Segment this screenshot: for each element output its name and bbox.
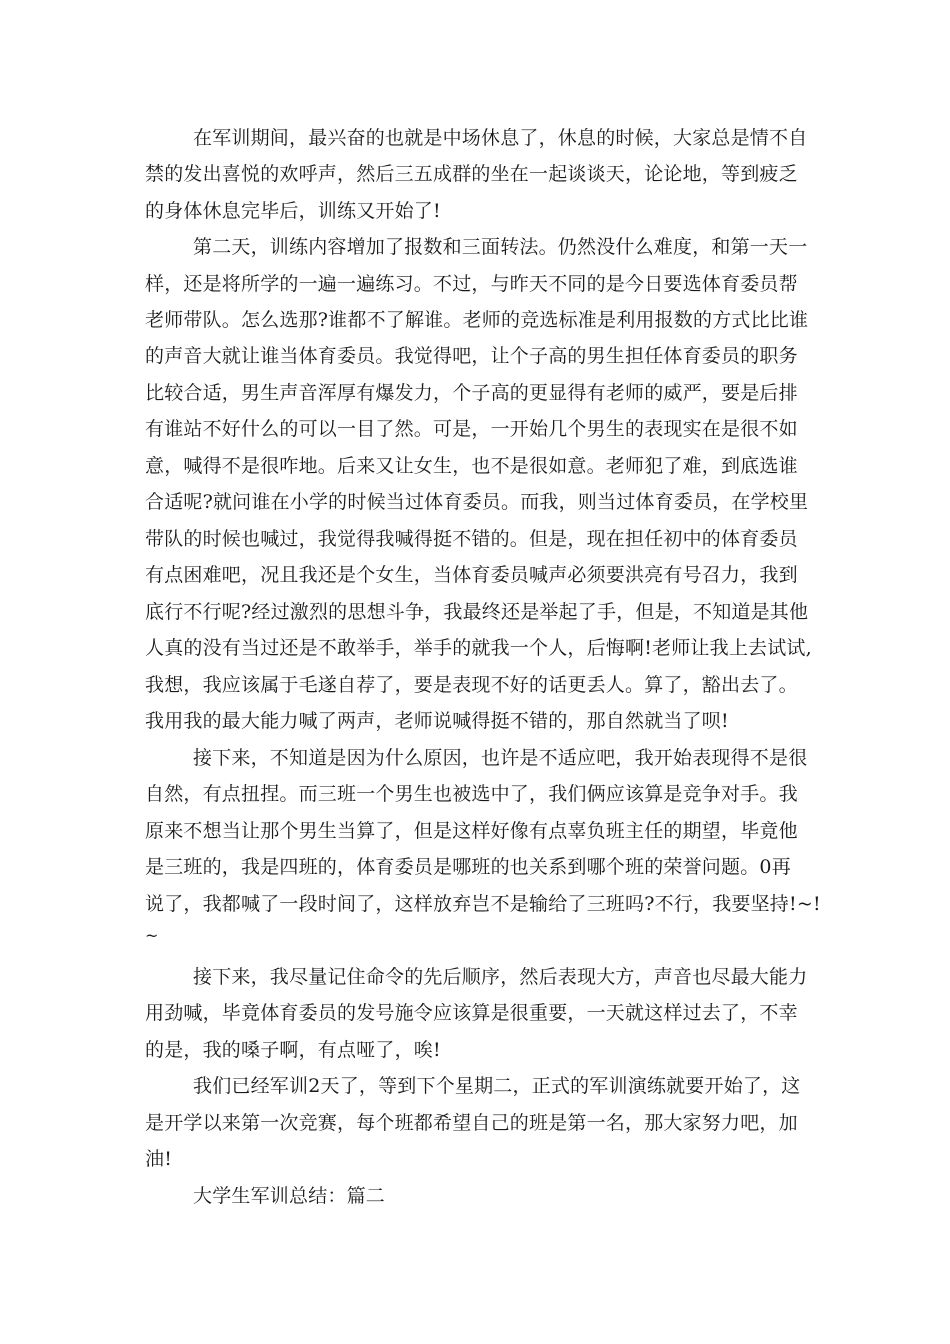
text-line-15: 人真的没有当过还是不敢举手，举手的就我一个人，后悔啊!老师让我上去试试, — [145, 637, 812, 659]
text-line-24: 接下来，我尽量记住命令的先后顺序，然后表现大方，声音也尽最大能力 — [193, 966, 808, 988]
text-line-5: 样，还是将所学的一遍一遍练习。不过，与昨天不同的是今日要选体育委员帮 — [145, 273, 798, 295]
text-line-19: 自然，有点扭捏。而三班一个男生也被选中了，我们俩应该算是竞争对手。我 — [145, 783, 798, 805]
text-line-26: 的是，我的嗓子啊，有点哑了，唉! — [145, 1039, 441, 1061]
text-line-10: 意，喊得不是很咋地。后来又让女生，也不是很如意。老师犯了难，到底选谁 — [145, 455, 798, 477]
text-line-9: 有谁站不好什么的可以一目了然。可是，一开始几个男生的表现实在是很不如 — [145, 418, 798, 440]
text-line-21: 是三班的，我是四班的，体育委员是哪班的也关系到哪个班的荣誉问题。0再 — [145, 856, 791, 878]
text-line-8: 比较合适，男生声音浑厚有爆发力，个子高的更显得有老师的威严，要是后排 — [145, 382, 798, 404]
section-heading: 大学生军训总结：篇二 — [193, 1185, 386, 1207]
text-line-7: 的声音大就让谁当体育委员。我觉得吧，让个子高的男生担任体育委员的职务 — [145, 345, 798, 367]
text-line-25: 用劲喊，毕竟体育委员的发号施令应该算是很重要，一天就这样过去了，不幸 — [145, 1002, 798, 1024]
text-line-14: 底行不行呢?经过激烈的思想斗争，我最终还是举起了手，但是，不知道是其他 — [145, 601, 809, 623]
text-line-29: 油! — [145, 1148, 173, 1170]
text-line-12: 带队的时候也喊过，我觉得我喊得挺不错的。但是，现在担任初中的体育委员 — [145, 528, 798, 550]
text-line-4: 第二天，训练内容增加了报数和三面转法。仍然没什么难度，和第一天一 — [193, 236, 808, 258]
text-line-27: 我们已经军训2天了，等到下个星期二，正式的军训演练就要开始了，这 — [193, 1075, 801, 1097]
text-line-18: 接下来，不知道是因为什么原因，也许是不适应吧，我开始表现得不是很 — [193, 747, 808, 769]
text-line-1: 在军训期间，最兴奋的也就是中场休息了，休息的时候，大家总是情不自 — [193, 127, 808, 149]
text-line-23: ~ — [145, 926, 159, 945]
text-line-2: 禁的发出喜悦的欢呼声，然后三五成群的坐在一起谈谈天，论论地，等到疲乏 — [145, 163, 798, 185]
text-line-6: 老师带队。怎么选那?谁都不了解谁。老师的竞选标准是利用报数的方式比比谁 — [145, 309, 809, 331]
text-line-13: 有点困难吧，况且我还是个女生，当体育委员喊声必须要洪亮有号召力，我到 — [145, 564, 798, 586]
text-line-17: 我用我的最大能力喊了两声，老师说喊得挺不错的，那自然就当了呗! — [145, 710, 729, 732]
text-line-16: 我想，我应该属于毛遂自荐了，要是表现不好的话更丢人。算了，豁出去了。 — [145, 674, 798, 696]
text-line-3: 的身体休息完毕后，训练又开始了! — [145, 200, 441, 222]
text-line-22: 说了，我都喊了一段时间了，这样放弃岂不是输给了三班吗?不行，我要坚持!~! — [145, 893, 821, 915]
text-line-20: 原来不想当让那个男生当算了，但是这样好像有点辜负班主任的期望，毕竟他 — [145, 820, 798, 842]
text-line-28: 是开学以来第一次竞赛，每个班都希望自己的班是第一名，那大家努力吧，加 — [145, 1112, 798, 1134]
text-line-11: 合适呢?就问谁在小学的时候当过体育委员。而我，则当过体育委员，在学校里 — [145, 491, 809, 513]
